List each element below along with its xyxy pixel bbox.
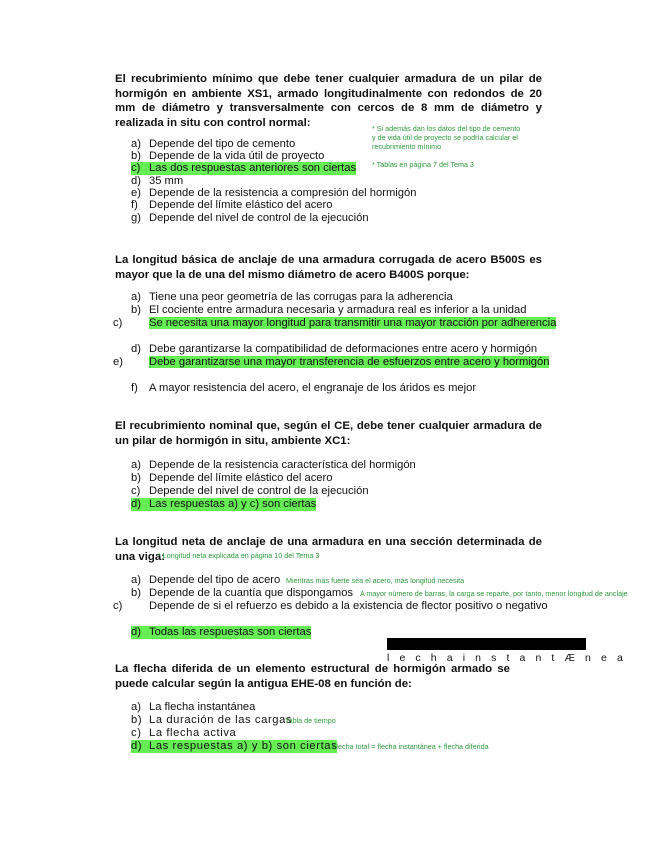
- question-4-note: * Longitud neta explicada en página 10 del Tema 3: [158, 551, 320, 560]
- q2-option-a: a) Tiene una peor geometría de las corrugas para la adherencia: [131, 291, 453, 303]
- q5-option-c: c) La flecha activa: [131, 727, 237, 739]
- q4-option-a: a) Depende del tipo de acero: [131, 574, 281, 586]
- question-1-text: El recubrimiento mínimo que debe tener cualquier armadura de un pilar de hormigón en ambiente XS1, armado longitudinalmente con redondos de 20 mm de diámetro y transversalmente con cercos de 8 mm de diámetro y realizada in situ con control normal:: [115, 73, 542, 129]
- q1-option-f: f) Depende del límite elástico del acero: [131, 199, 333, 211]
- redaction-bar: [387, 638, 586, 650]
- q2-option-b: b) El cociente entre armadura necesaria y armadura real es inferior a la unidad: [131, 304, 527, 316]
- q3-option-d-correct: d) Las respuestas a) y c) son ciertas: [131, 498, 317, 510]
- q3-option-a: a) Depende de la resistencia característica del hormigón: [131, 459, 416, 471]
- q5-option-d-note: Flecha total = flecha instantánea + flecha diferida: [332, 742, 489, 751]
- q5-option-b: b) La duración de las cargas: [131, 714, 293, 726]
- q1-option-c-correct: c) Las dos respuestas anteriores son ciertas: [131, 162, 357, 174]
- q3-option-c: c) Depende del nivel de control de la ejecución: [131, 485, 369, 497]
- question-1-note-2: * Tablas en página 7 del Tema 3: [372, 160, 475, 169]
- q5-option-a: a) La flecha instantánea: [131, 701, 256, 713]
- q3-option-b: b) Depende del límite elástico del acero: [131, 472, 333, 484]
- q2-option-d: d) Debe garantizarse la compatibilidad de deformaciones entre acero y hormigón: [131, 343, 538, 355]
- question-3-text: El recubrimiento nominal que, según el CE, debe tener cualquier armadura de un pilar de hormigón in situ, ambiente XC1:: [115, 420, 542, 447]
- q4-option-c: c) Depende de si el refuerzo es debido a la existencia de flector positivo o negativo: [113, 600, 548, 612]
- question-1-note-1: * Si además dan los datos del tipo de cemento y de vida útil de proyecto se podría calcular el recubrimiento mínimo: [372, 124, 521, 151]
- q1-option-a: a) Depende del tipo de cemento: [131, 138, 296, 150]
- q4-option-d-correct: d) Todas las respuestas son ciertas: [131, 626, 312, 638]
- q4-option-a-note: Mientras más fuerte sea el acero, más longitud necesita: [286, 576, 465, 585]
- question-5-text: La flecha diferida de un elemento estructural de hormigón armado se puede calcular según la antigua EHE-08 en función de:: [115, 663, 510, 690]
- q4-option-b: b) Depende de la cuantía que dispongamos: [131, 587, 354, 599]
- q4-option-b-note: A mayor número de barras, la carga se reparte, por tanto, menor longitud de anclaje: [360, 589, 628, 598]
- q1-option-b: b) Depende de la vida útil de proyecto: [131, 150, 325, 162]
- q2-option-c-correct: c) Se necesita una mayor longitud para transmitir una mayor tracción por adherencia: [113, 317, 557, 329]
- q5-option-b-note: Tabla de tiempo: [285, 716, 336, 725]
- q5-option-d-correct: d) Las respuestas a) y b) son ciertas: [131, 740, 338, 752]
- q1-option-g: g) Depende del nivel de control de la ejecución: [131, 212, 369, 224]
- q2-option-e-correct: e) Debe garantizarse una mayor transferencia de esfuerzos entre acero y hormigón: [113, 356, 550, 368]
- q1-option-e: e) Depende de la resistencia a compresión del hormigón: [131, 187, 417, 199]
- question-4-text: La longitud neta de anclaje de una armadura en una sección determinada de una viga:: [115, 536, 542, 563]
- question-2-text: La longitud básica de anclaje de una armadura corrugada de acero B500S es mayor que la de una del mismo diámetro de acero B400S porque:: [115, 254, 542, 281]
- q2-option-f: f) A mayor resistencia del acero, el engranaje de los áridos es mejor: [131, 382, 477, 394]
- garbled-header-text: l e c h a i n s t a n t Æ n e a: [387, 652, 627, 664]
- q1-option-d: d) 35 mm: [131, 175, 184, 187]
